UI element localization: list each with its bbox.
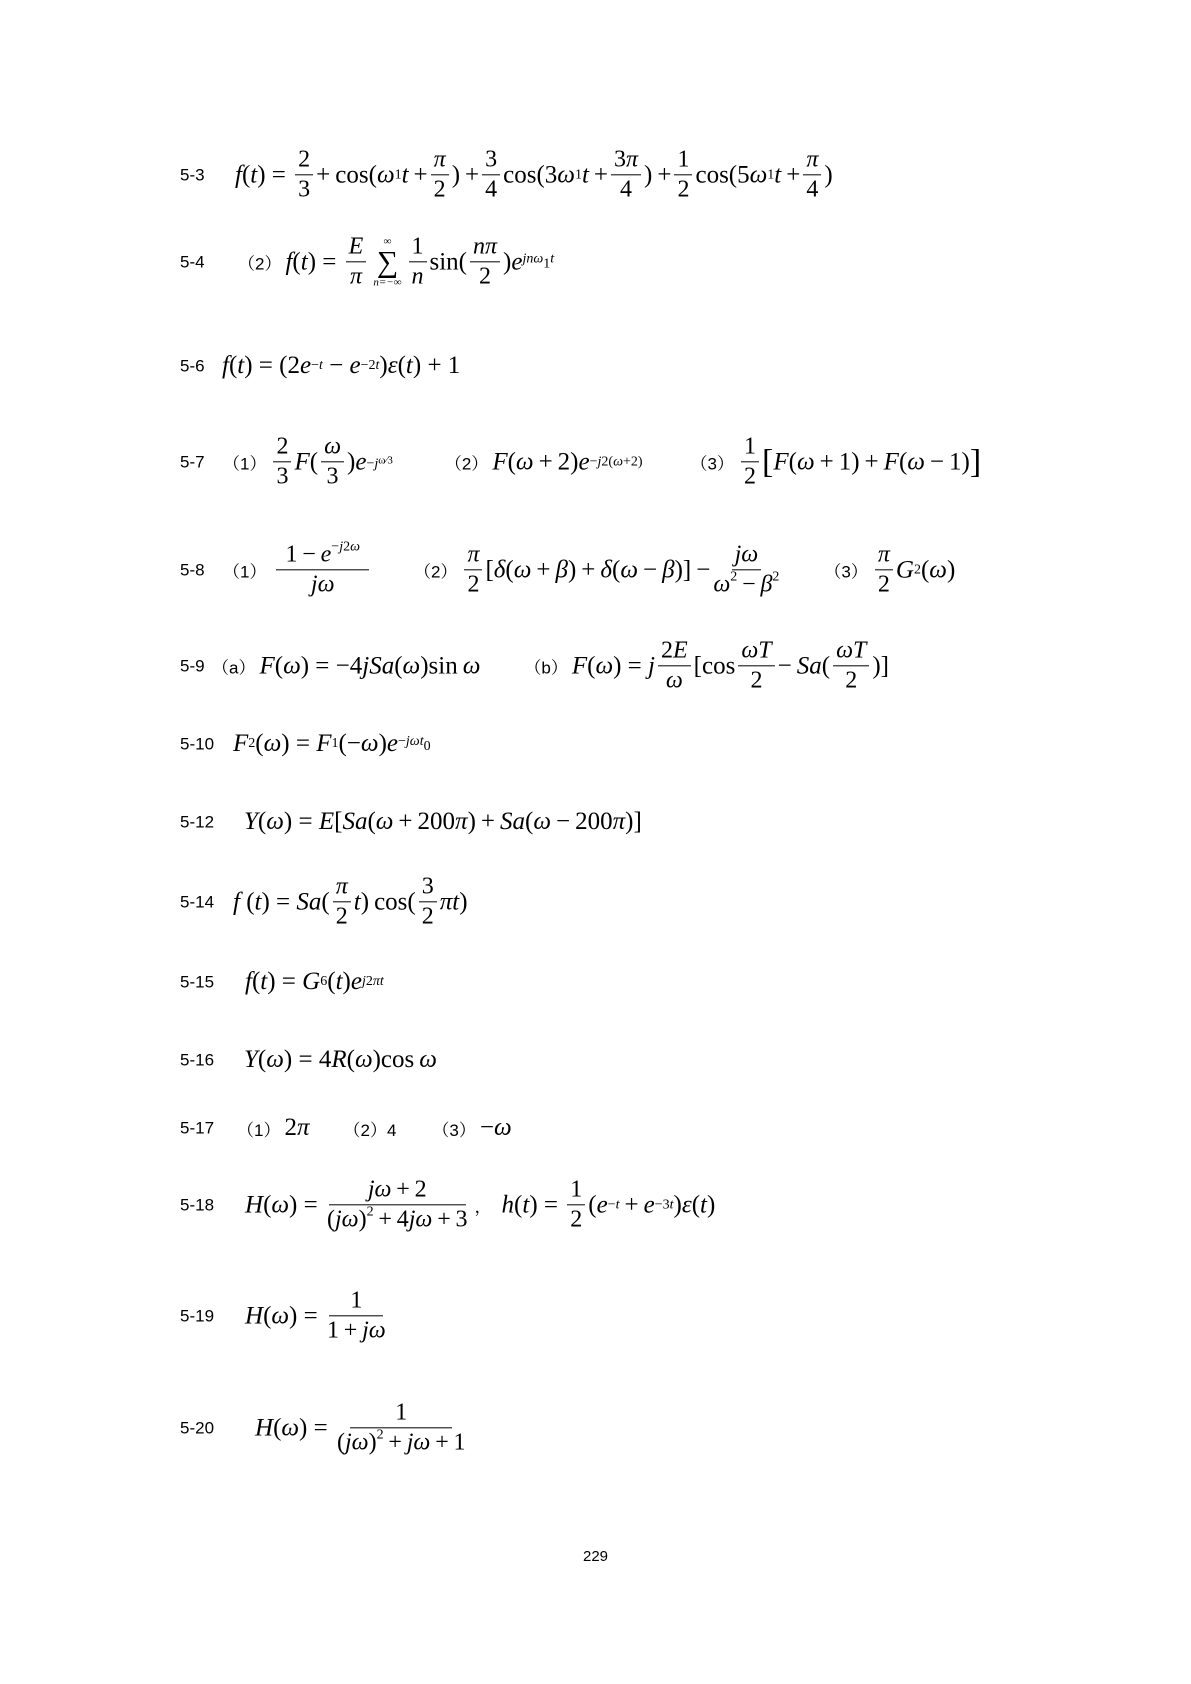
part-label: （1） (237, 1120, 281, 1140)
part-label: （2） (413, 562, 458, 582)
answer-5-3: f ( t ) = $\frac{2}{3}$ + cos( ω 1 t + $\frac{\pi}{2}$ ) + $\frac{3}{4}$ cos(3 ω 1 t + $\frac{3\pi}{4}$ ) + $\frac{1}{2}$ cos(5 ω 1 t + $\frac{\pi}{4}$ ) (235, 146, 833, 203)
part-label: （3） (432, 1120, 476, 1140)
answer-5-18: H ( ω ) = $\frac{j\omega + 2}{(j\omega)^2 + 4j\omega + 3}$ ， h ( t ) = $\frac{1}{2}$ ( e −t + e −3t ) ε ( t ) (245, 1176, 716, 1233)
problem-number: 5-12 (180, 812, 215, 832)
problem-number: 5-15 (180, 972, 215, 992)
problem-number: 5-14 (180, 892, 215, 912)
part-label: （a） (212, 658, 256, 678)
answer-5-16: Y ( ω ) = 4 R ( ω )cos ω (244, 1046, 437, 1073)
problem-number: 5-7 (180, 452, 205, 472)
answer-5-10: F 2 ( ω ) = F 1 (− ω ) e −jωt$_0$ (233, 730, 431, 757)
problem-number: 5-16 (180, 1050, 215, 1070)
problem-number: 5-19 (180, 1306, 215, 1326)
answer-5-17: （1） 2 π （2）4 （3） − ω (237, 1114, 512, 1141)
answer-5-14: f ( t ) = Sa ( $\frac{\pi}{2}$ t ) cos( $\frac{3}{2}$ πt ) (233, 873, 468, 930)
part-label: （b） (524, 658, 568, 678)
problem-number: 5-4 (180, 252, 205, 272)
answer-5-20: H ( ω ) = $\frac{1}{(j\omega)^2 + j\omega + 1}$ (255, 1399, 466, 1456)
part-label: （1） (223, 454, 267, 474)
answer-5-19: H ( ω ) = $\frac{1}{1 + j\omega}$ (245, 1287, 386, 1344)
problem-number: 5-6 (180, 356, 205, 376)
answer-5-9: （a） F ( ω ) = −4 jSa ( ω )sin ω （b） F ( ω ) = j $\frac{2E}{\omega}$ [cos $\frac{\omega T}{2}$ − Sa ( $\frac{\omega T}{2}$ )] (212, 637, 890, 694)
part-label: （2） (238, 254, 282, 274)
part-label: （1） (223, 562, 267, 582)
problem-number: 5-17 (180, 1118, 215, 1138)
part-label: （2） (444, 454, 489, 474)
problem-number: 5-3 (180, 165, 205, 185)
problem-number: 5-8 (180, 560, 205, 580)
part-label: （2）4 (343, 1120, 397, 1140)
answer-5-7: （1） $\frac{2}{3}$ F ( $\frac{\omega}{3}$ ) e −jω⁄3 （2） F ( ω + 2) e −j2(ω+2) （3） $\frac{1}{2}$ [ F ( ω + 1) + F ( ω − 1) ] (223, 433, 982, 490)
part-label: （3） (824, 562, 868, 582)
answer-5-8: （1） $\frac{1 - e^{-j2\omega}}{j\omega}$ （2） $\frac{\pi}{2}$ [ δ ( ω + β ) + δ ( ω − β )] − $\frac{j\omega}{\omega^2 - \beta^2}$ （3） $\frac{\pi}{2}$ G 2 ( ω ) (223, 539, 956, 598)
separator: ， (474, 1197, 492, 1217)
answer-5-12: Y ( ω ) = E [ Sa ( ω + 200 π ) + Sa ( ω − 200 π )] (244, 808, 642, 835)
answer-5-6: f ( t ) = (2 e −t − e −2t ) ε ( t ) + 1 (222, 352, 461, 379)
problem-number: 5-9 (180, 656, 205, 676)
answer-5-4: （2） f ( t ) = $\frac{E}{\pi}$ ∞ ∑ n=−∞ $\frac{1}{n}$ sin( $\frac{n\pi}{2}$ ) e jnω$_1$t (238, 233, 555, 290)
answer-5-15: f ( t ) = G 6 ( t ) e j2πt (245, 968, 384, 995)
page-number: 229 (582, 1548, 609, 1565)
problem-number: 5-20 (180, 1418, 215, 1438)
part-label: （3） (690, 454, 735, 474)
problem-number: 5-10 (180, 734, 215, 754)
problem-number: 5-18 (180, 1195, 215, 1215)
